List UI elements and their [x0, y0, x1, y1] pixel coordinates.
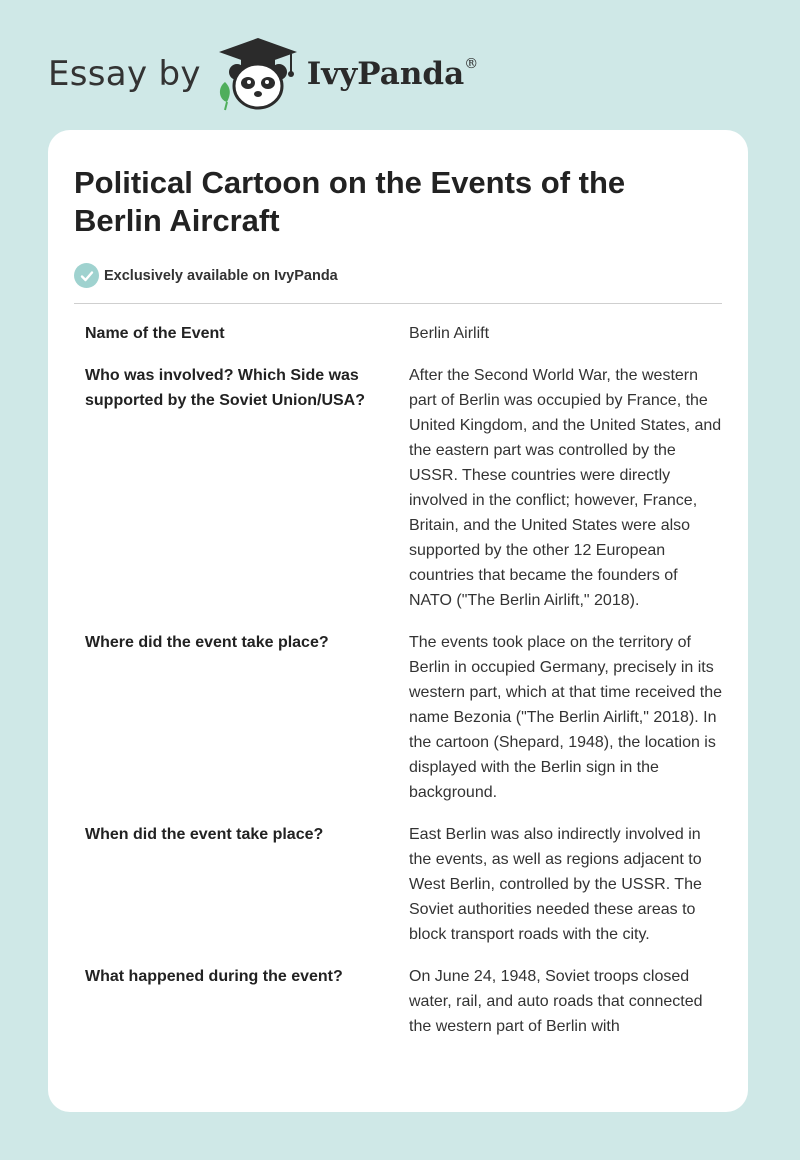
row-answer: After the Second World War, the western part of Berlin was occupied by France, the United Kingdom, and the United States, and the eastern part was controlled by the USSR. These countries were directly involved in the conflict; however, France, Britain, and the United States were also supported by the other 12 European countries that became the founders of NATO ("The Berlin Airlift," 2018). — [409, 367, 722, 609]
table-row — [85, 964, 725, 1039]
brand-name[interactable] — [307, 56, 478, 92]
divider — [74, 303, 722, 304]
panda-logo-icon[interactable] — [215, 36, 301, 112]
row-question: Who was involved? Which Side was supported by the Soviet Union/USA? — [85, 367, 366, 409]
row-answer: The events took place on the territory of Berlin in occupied Germany, precisely in its western part, which at that time received the name Bezonia ("The Berlin Airlift," 2018). In the cartoon (Shepard, 1948), the location is displayed with the Berlin sign in the background. — [409, 634, 723, 801]
exclusive-badge — [74, 263, 338, 288]
essay-by-label: Essay by — [48, 54, 201, 94]
site-header — [48, 34, 548, 114]
brand-text: IvyPanda — [306, 56, 465, 92]
essay-card — [48, 130, 748, 1112]
table-row — [85, 822, 725, 947]
row-question: What happened during the event? — [85, 968, 343, 985]
row-question: Where did the event take place? — [85, 634, 329, 651]
table-row — [85, 363, 725, 613]
row-question: Name of the Event — [85, 325, 225, 342]
table-row — [85, 630, 725, 805]
row-question: When did the event take place? — [85, 826, 324, 843]
table-row — [85, 321, 725, 346]
row-answer: On June 24, 1948, Soviet troops closed water, rail, and auto roads that connected the western part of Berlin with — [409, 968, 703, 1035]
row-answer: Berlin Airlift — [409, 325, 490, 342]
registered-mark: ® — [464, 56, 479, 72]
page-title: Political Cartoon on the Events of the Berlin Aircraft — [74, 165, 626, 238]
row-answer: East Berlin was also indirectly involved in the events, as well as regions adjacent to West Berlin, controlled by the USSR. The Soviet authorities needed these areas to block transport roads with the city. — [409, 826, 702, 943]
event-table — [85, 321, 725, 1056]
checkmark-icon — [74, 263, 99, 288]
badge-text: Exclusively available on IvyPanda — [104, 267, 338, 284]
